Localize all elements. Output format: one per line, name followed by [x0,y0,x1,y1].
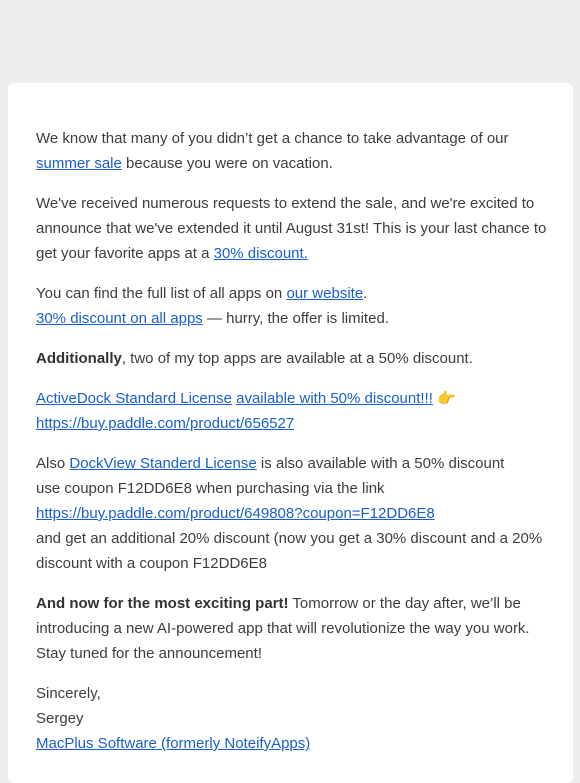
dockview-license-link[interactable]: DockView Standerd License [69,455,257,472]
additionally-bold: Additionally [36,350,122,367]
paragraph-activedock [36,386,553,436]
paragraph-signature [36,681,553,756]
exciting-text: Tomorrow or the day after, we’ll be introducing a new AI-powered app that will revolutionize the way you work. Stay tuned for the announcement! [36,595,530,662]
signature-name: Sergey [36,710,84,727]
additional-discount-text: and get an additional 20% discount (now you get a 30% discount and a 20% discount with a coupon F12DD6E8 [36,530,543,572]
dockview-also-text: Also [36,455,70,472]
activedock-license-link[interactable]: ActiveDock Standard License [36,390,232,407]
sincerely-text: Sincerely, [36,685,101,702]
apps-list-text: You can find the full list of all apps on [36,285,287,302]
extension-text: We've received numerous requests to extend the sale, and we're excited to announce that we've extended it until August 31st! This is your last chance to get your favorite apps at a [36,195,547,262]
company-link[interactable]: MacPlus Software (formerly NoteifyApps) [36,735,311,752]
our-website-link[interactable]: our website [286,285,364,302]
intro-text-end: because you were on vacation. [121,155,333,172]
additionally-text: , two of my top apps are available at a 50% discount. [121,350,473,367]
exciting-bold: And now for the most exciting part! [36,595,289,612]
paragraph-dockview [36,451,553,576]
activedock-discount-link[interactable]: available with 50% discount!!! [236,390,433,407]
paragraph-intro [36,126,553,176]
apps-list-period: . [363,285,368,302]
activedock-buy-link[interactable]: https://buy.paddle.com/product/656527 [36,415,295,432]
intro-text: We know that many of you didn’t get a chance to take advantage of our [36,130,509,147]
paragraph-extension [36,191,553,266]
paragraph-exciting [36,591,553,666]
all-apps-discount-link[interactable]: 30% discount on all apps [36,310,203,327]
discount-link[interactable]: 30% discount. [213,245,308,262]
paragraph-apps-list [36,281,553,331]
paragraph-additionally [36,346,553,371]
hurry-text: — hurry, the offer is limited. [202,310,389,327]
summer-sale-link[interactable]: summer sale [36,155,122,172]
dockview-discount-text: is also available with a 50% discount [256,455,505,472]
coupon-text: use coupon F12DD6E8 when purchasing via the link [36,480,385,497]
dockview-buy-link[interactable]: https://buy.paddle.com/product/649808?coupon=F12DD6E8 [36,505,435,522]
pointing-right-icon: 👉 [437,390,456,407]
email-body [8,83,573,783]
